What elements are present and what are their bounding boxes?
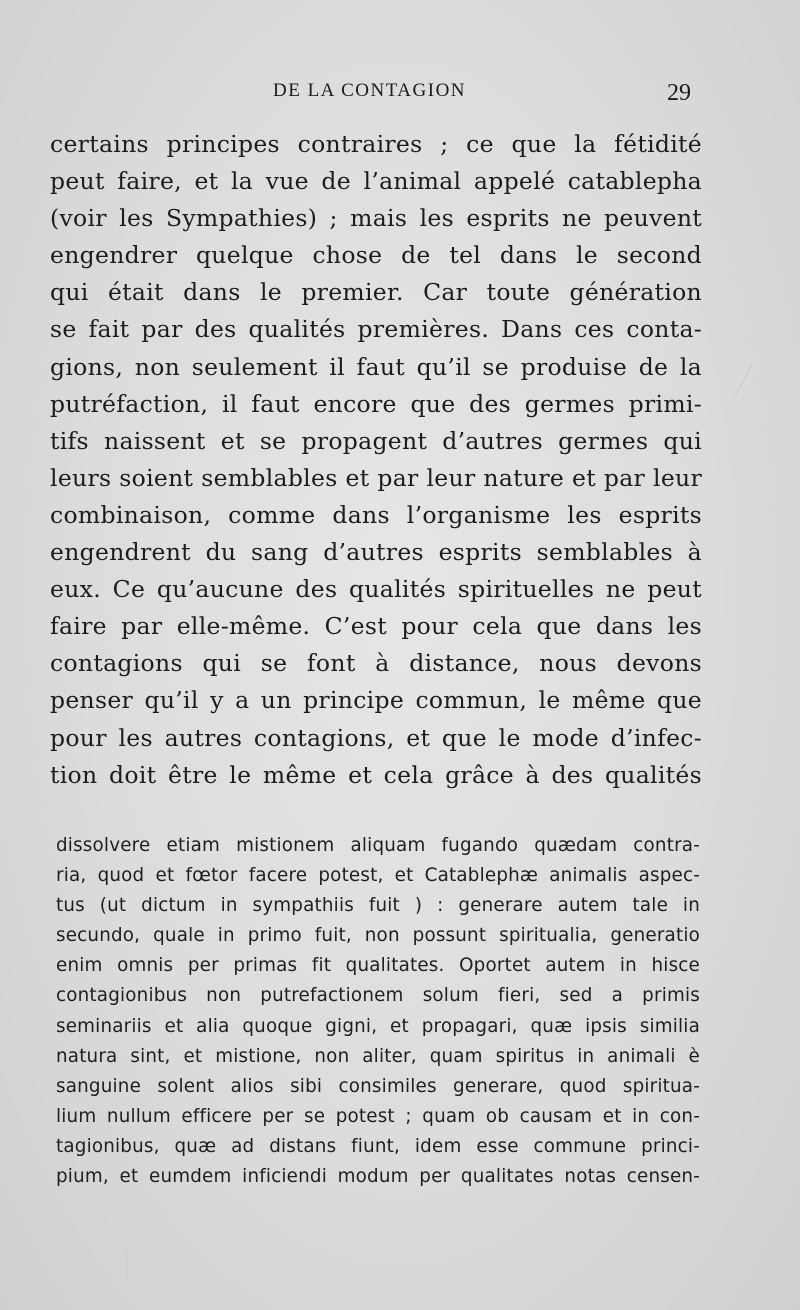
main-text-line: engendrer quelque chose de tel dans le second [50, 241, 702, 270]
footnote-line: tagionibus, quæ ad distans fiunt, idem esse commune princi- [56, 1135, 700, 1157]
main-text-line: pour les autres contagions, et que le mode d’infec- [50, 723, 702, 752]
main-text-line: contagions qui se font à distance, nous devons [50, 649, 702, 678]
main-text-line: tion doit être le même et cela grâce à des qualités [50, 760, 702, 789]
main-text-line: penser qu’il y a un principe commun, le même que [50, 686, 702, 715]
main-text-line: faire par elle-même. C’est pour cela que dans les [50, 612, 702, 641]
footnote-line: pium, et eumdem inficiendi modum per qualitates notas censen- [56, 1166, 700, 1188]
main-text-line: engendrent du sang d’autres esprits semblables à [50, 538, 702, 567]
footnote-line: sanguine solent alios sibi consimiles generare, quod spiritua- [56, 1075, 700, 1097]
footnote-line: tus (ut dictum in sympathiis fuit ) : generare autem tale in [56, 895, 700, 917]
main-text-line: combinaison, comme dans l’organisme les esprits [50, 500, 702, 529]
main-text-line: gions, non seulement il faut qu’il se produise de la [50, 352, 702, 381]
main-text-line: eux. Ce qu’aucune des qualités spirituelles ne peut [50, 575, 702, 604]
footnote-line: seminariis et alia quoque gigni, et propagari, quæ ipsis similia [56, 1015, 700, 1037]
page-number: 29 [667, 80, 691, 106]
footnote-line: dissolvere etiam mistionem aliquam fugando quædam contra- [56, 835, 700, 856]
main-text-line: peut faire, et la vue de l’animal appelé catablepha [50, 167, 702, 196]
paper-crease-mark [732, 362, 754, 401]
footnote-line: contagionibus non putrefactionem solum fieri, sed a primis [56, 985, 700, 1007]
footnote-line: enim omnis per primas fit qualitates. Oportet autem in hisce [56, 955, 700, 977]
page-header [0, 80, 800, 110]
running-title: DE LA CONTAGION [273, 80, 467, 101]
footnote-line: ria, quod et fœtor facere potest, et Catablephæ animalis aspec- [56, 865, 700, 887]
main-text-line: putréfaction, il faut encore que des germes primi- [50, 389, 702, 418]
footnote-line: lium nullum efficere per se potest ; quam ob causam et in con- [56, 1105, 700, 1127]
latin-footnote [56, 831, 700, 1192]
main-text-line: qui était dans le premier. Car toute génération [50, 278, 702, 307]
main-text-line: leurs soient semblables et par leur nature et par leur [50, 463, 702, 492]
main-french-text [50, 126, 702, 794]
footnote-line: natura sint, et mistione, non aliter, quam spiritus in animali è [56, 1045, 700, 1067]
main-text-line: certains principes contraires ; ce que la fétidité [50, 130, 702, 158]
main-text-line: tifs naissent et se propagent d’autres germes qui [50, 426, 702, 455]
paper-crease-mark [126, 1250, 127, 1280]
footnote-line: secundo, quale in primo fuit, non possunt spiritualia, generatio [56, 925, 700, 947]
main-text-line: se fait par des qualités premières. Dans ces conta- [50, 315, 702, 344]
main-text-line: (voir les Sympathies) ; mais les esprits ne peuvent [50, 204, 702, 233]
